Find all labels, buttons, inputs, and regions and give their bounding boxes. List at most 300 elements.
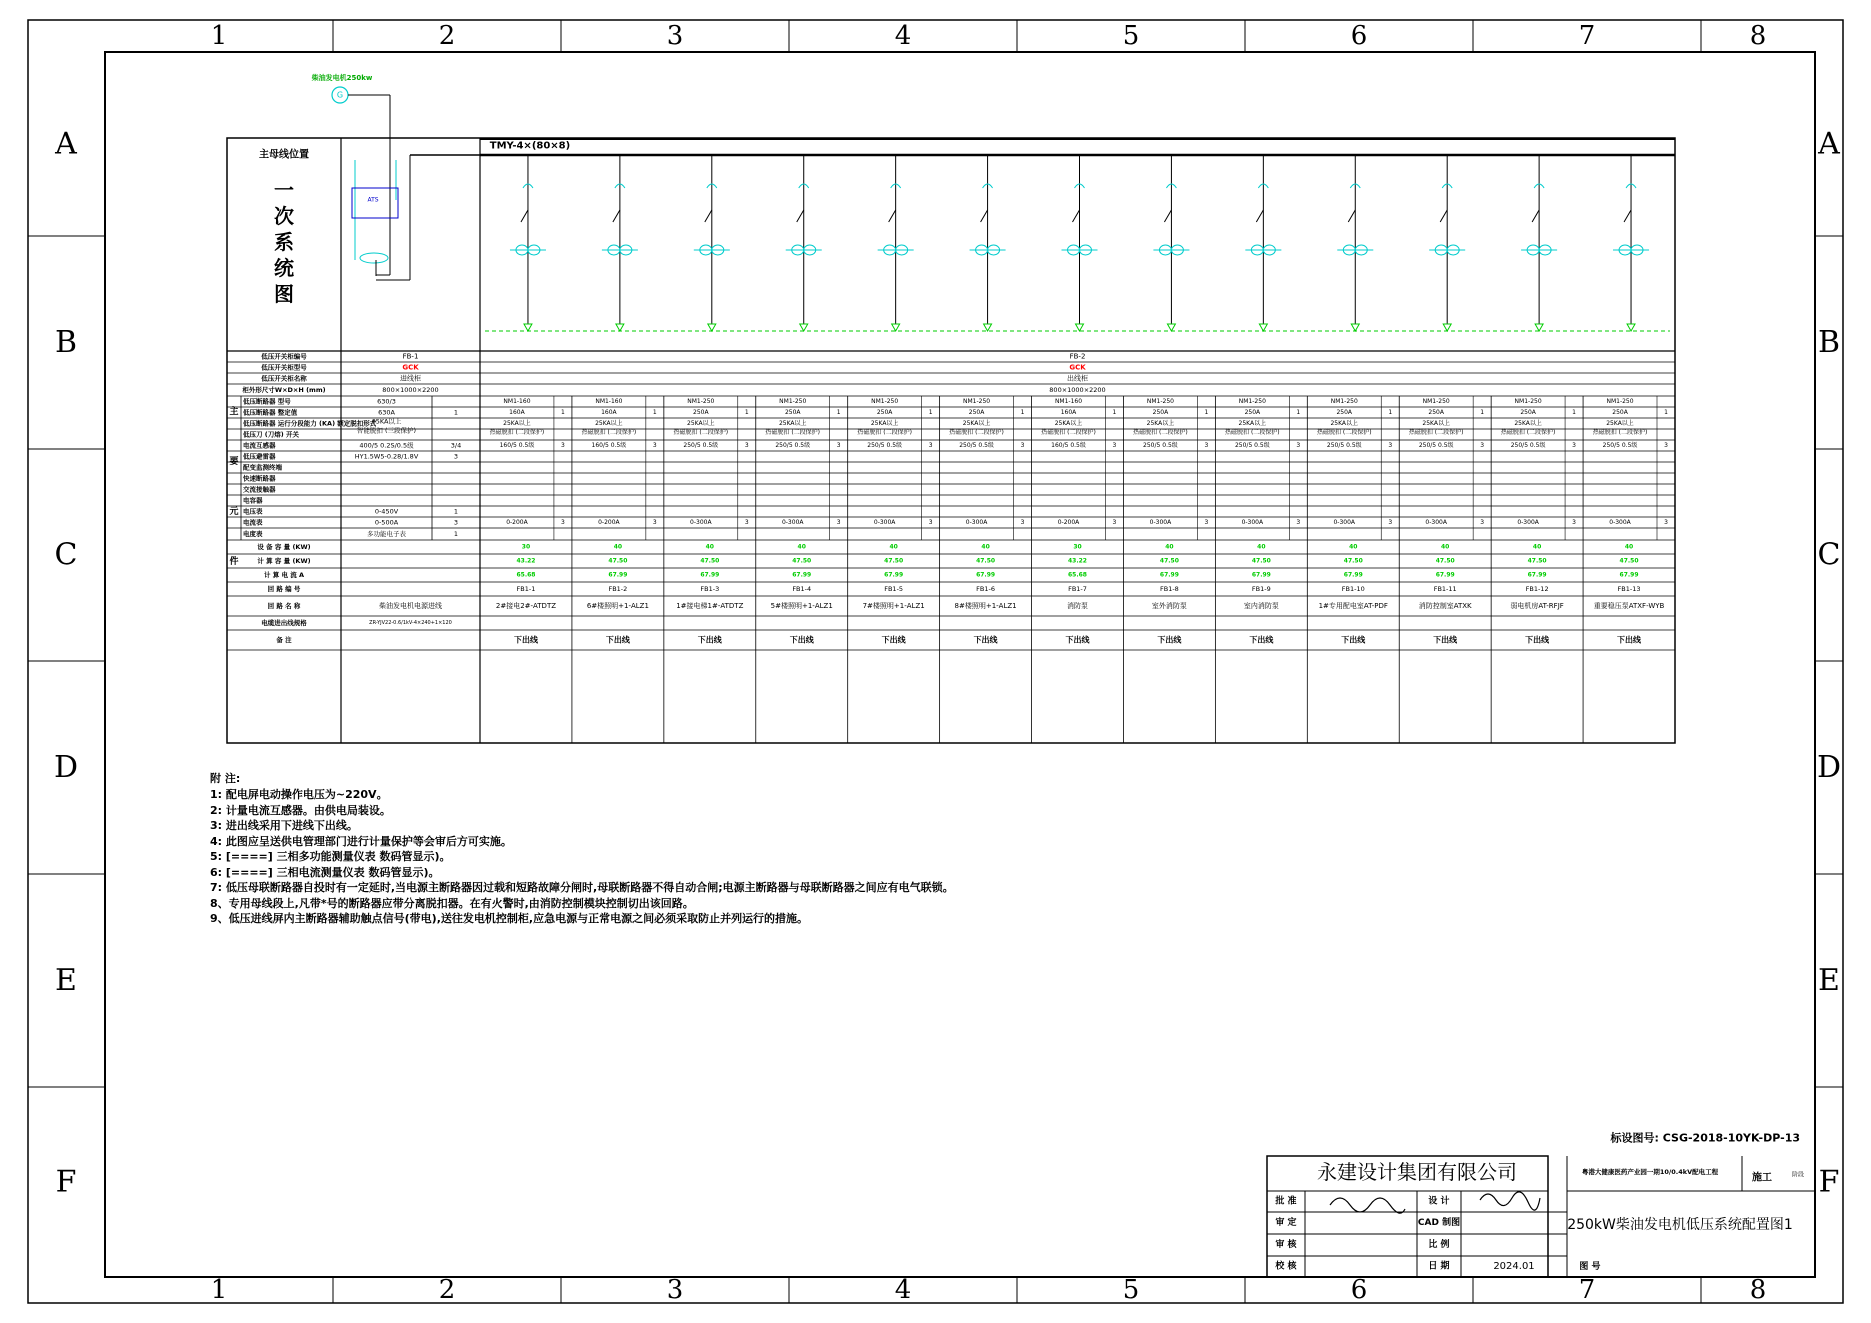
breaker-switch-icon	[981, 210, 988, 222]
feeder-arrow-icon	[708, 324, 716, 331]
row-label: 回 路 名 称	[267, 602, 301, 610]
feeder-setting: 250A	[1152, 409, 1169, 416]
system-table-border	[227, 138, 1675, 743]
feeder-trip: 热磁脱扣 (二段保护)	[1500, 429, 1556, 436]
feeder-note: 下出线	[1525, 635, 1550, 645]
feeder-qty: 1	[744, 409, 749, 416]
row-marker-right: D	[1816, 750, 1842, 785]
feeder-ammeter: 0-300A	[690, 519, 712, 526]
feeder-breaker-type: NM1-250	[963, 398, 991, 405]
feeder-note: 下出线	[605, 635, 630, 645]
fb1-setting: 630A	[378, 408, 395, 417]
breaker-switch-icon	[1073, 210, 1080, 222]
feeder-note: 下出线	[1157, 635, 1182, 645]
feeder-name: 消防泵	[1067, 602, 1088, 610]
feeder-breaker-type: NM1-250	[1422, 398, 1450, 405]
column-marker-top: 2	[438, 21, 456, 51]
feeder-breaking: 25KA以上	[1146, 420, 1175, 427]
standard-drawing-number: 标设图号: CSG-2018-10YK-DP-13	[1610, 1131, 1800, 1145]
feeder-breaking: 25KA以上	[1422, 420, 1450, 427]
feeder-note: 下出线	[1433, 635, 1458, 645]
ats-label: ATS	[367, 196, 379, 204]
feeder-equip-capacity: 40	[1441, 543, 1450, 551]
feeder-breaking: 25KA以上	[1238, 420, 1267, 427]
feeder-breaker-type: NM1-250	[687, 398, 715, 405]
column-marker-top: 5	[1122, 21, 1140, 51]
fb2-model: GCK	[1069, 363, 1086, 372]
feeder-qty: 3	[744, 519, 749, 526]
feeder-trip: 热磁脱扣 (二段保护)	[1225, 429, 1280, 436]
feeder-qty: 1	[1204, 409, 1209, 416]
feeder-qty: 1	[1664, 409, 1668, 416]
primary-diagram-label: 一	[274, 178, 294, 202]
feeder-trip: 热磁脱扣 (二段保护)	[765, 429, 821, 436]
feeder-breaking: 25KA以上	[1606, 420, 1634, 427]
feeder-calc-current: 67.99	[700, 571, 720, 579]
busbar-label: TMY-4×(80×8)	[489, 140, 571, 152]
column-marker-bottom: 7	[1578, 1275, 1596, 1305]
feeder-calc-capacity: 47.50	[1159, 557, 1179, 565]
feeder-number: FB1-6	[976, 585, 995, 593]
note-item: 4: 此图应呈送供电管理部门进行计量保护等会审后方可实施。	[210, 834, 512, 848]
column-marker-bottom: 6	[1350, 1275, 1368, 1305]
feeder-setting: 250A	[1428, 409, 1444, 416]
feeder-calc-current: 67.99	[1159, 571, 1179, 579]
feeder-qty: 3	[928, 442, 933, 449]
feeder-setting: 250A	[1612, 409, 1628, 416]
feeder-note: 下出线	[789, 635, 814, 645]
fb1-qty: 1	[453, 408, 459, 417]
breaker-switch-icon	[1532, 210, 1539, 222]
feeder-breaker-type: NM1-250	[1514, 398, 1542, 405]
row-label: 低压开关柜编号	[261, 352, 307, 361]
feeder-qty: 3	[1020, 442, 1025, 449]
column-marker-top: 1	[210, 21, 228, 51]
feeder-name: 重要稳压泵ATXF-WYB	[1593, 602, 1665, 610]
company-name: 永建设计集团有限公司	[1317, 1160, 1517, 1184]
feeder-qty: 3	[1572, 519, 1576, 526]
fb1-ct: 400/5 0.2S/0.5级	[359, 441, 414, 450]
generator-label: 柴油发电机250kw	[311, 74, 373, 82]
feeder-ammeter: 0-200A	[598, 519, 620, 526]
feeder-setting: 250A	[693, 409, 709, 416]
feeder-ct: 250/5 0.5级	[959, 442, 994, 449]
column-marker-bottom: 1	[210, 1275, 228, 1305]
breaker-switch-icon	[1164, 210, 1171, 222]
row-marker-right: A	[1818, 126, 1840, 162]
feeder-note: 下出线	[1249, 635, 1274, 645]
fb1-arrester: HY1.5W5-0.28/1.8V	[354, 452, 419, 461]
breaker-switch-icon	[1624, 210, 1631, 222]
column-marker-top: 8	[1749, 21, 1767, 51]
feeder-ammeter: 0-300A	[1241, 519, 1264, 526]
feeder-qty: 1	[561, 409, 565, 416]
main-components-label: 要	[229, 457, 239, 467]
column-marker-bottom: 3	[666, 1275, 684, 1305]
feeder-equip-capacity: 40	[1532, 543, 1542, 551]
breaker-switch-icon	[1440, 210, 1447, 222]
feeder-note: 下出线	[697, 635, 722, 645]
feeder-note: 下出线	[513, 635, 538, 645]
fb1-cable: ZR-YJV22-0.6/1kV-4×240+1×120	[369, 620, 452, 626]
note-item: 8、专用母线段上,凡带*号的断路器应带分离脱扣器。在有火警时,由消防控制模块控制切出该回路。	[210, 896, 694, 910]
feeder-name: 1#专用配电室AT-PDF	[1318, 602, 1388, 610]
feeder-ammeter: 0-200A	[1057, 519, 1080, 526]
main-components-label: 件	[229, 557, 239, 567]
feeder-breaking: 25KA以上	[1054, 420, 1083, 427]
feeder-ammeter: 0-300A	[1517, 519, 1539, 526]
main-components-label: 元	[229, 507, 239, 517]
feeder-breaker-type: NM1-250	[779, 398, 807, 405]
feeder-setting: 250A	[1244, 409, 1261, 416]
feeder-arrow-icon	[1535, 324, 1543, 331]
row-label: 低压开关柜名称	[261, 374, 307, 383]
note-item: 7: 低压母联断路器自投时有一定延时,当电源主断路器因过载和短路故障分闸时,母联断路器不得自动合闸;电源主断路器与母联断路器之间应有电气联锁。	[210, 881, 954, 894]
feeder-qty: 3	[1664, 519, 1668, 526]
feeder-ammeter: 0-300A	[781, 519, 804, 526]
row-marker-left: A	[55, 126, 77, 162]
feeder-calc-capacity: 47.50	[792, 557, 812, 565]
fb1-size: 800×1000×2200	[382, 386, 439, 394]
fb1-voltmeter: 0-450V	[374, 507, 399, 516]
feeder-qty: 3	[1204, 519, 1209, 526]
note-item: 6: [====] 三相电流测量仪表 数码管显示)。	[210, 865, 440, 879]
feeder-ct: 160/5 0.5级	[499, 442, 535, 449]
role-label: 日 期	[1428, 1261, 1450, 1272]
feeder-setting: 160A	[601, 409, 617, 416]
feeder-trip: 热磁脱扣 (二段保护)	[673, 429, 729, 436]
feeder-qty: 1	[1020, 409, 1025, 416]
feeder-calc-capacity: 47.50	[1343, 557, 1363, 565]
feeder-arrow-icon	[1627, 324, 1635, 331]
feeder-calc-current: 67.99	[1619, 571, 1639, 579]
note-item: 3: 进出线采用下进线下出线。	[210, 819, 358, 832]
feeder-setting: 250A	[1336, 409, 1353, 416]
column-marker-bottom: 2	[438, 1275, 456, 1305]
column-marker-bottom: 4	[894, 1275, 912, 1305]
feeder-qty: 3	[652, 442, 657, 449]
feeder-breaking: 25KA以上	[870, 420, 899, 427]
fb1-circuit-name: 柴油发电机电源进线	[379, 602, 442, 610]
feeder-arrow-icon	[1259, 324, 1267, 331]
feeder-qty: 3	[1296, 519, 1301, 526]
row-label: 低压开关柜型号	[261, 363, 307, 372]
row-label: 电容器	[243, 496, 263, 505]
row-label: 配变监测终端	[243, 463, 282, 472]
feeder-qty: 3	[1204, 442, 1209, 449]
feeder-number: FB1-2	[608, 585, 628, 593]
fb1-ct-qty: 3/4	[450, 441, 462, 450]
feeder-equip-capacity: 40	[705, 543, 714, 551]
role-label: 校 核	[1275, 1261, 1297, 1272]
feeder-qty: 1	[1572, 409, 1576, 416]
feeder-setting: 250A	[784, 409, 801, 416]
role-label: 批 准	[1275, 1196, 1297, 1207]
row-marker-right: F	[1818, 1164, 1840, 1200]
feeder-trip: 热磁脱扣 (二段保护)	[857, 429, 912, 436]
main-bus-position-label: 主母线位置	[259, 149, 309, 161]
feeder-number: FB1-1	[516, 585, 536, 593]
fb1-arrester-qty: 3	[453, 452, 459, 461]
feeder-calc-current: 67.99	[976, 571, 996, 579]
feeder-setting: 160A	[1060, 409, 1077, 416]
feeder-calc-capacity: 47.50	[608, 557, 628, 565]
feeder-calc-current: 65.68	[1068, 571, 1087, 579]
feeder-breaker-type: NM1-250	[1330, 398, 1358, 405]
feeder-equip-capacity: 30	[1073, 543, 1082, 551]
feeder-breaking: 25KA以上	[687, 420, 715, 427]
role-label: 比 例	[1428, 1240, 1450, 1250]
project-name: 粤港大健康医药产业园一期10/0.4kV配电工程	[1581, 1168, 1719, 1176]
feeder-name: 室内消防泵	[1243, 602, 1279, 610]
feeder-name: 8#楼照明+1-ALZ1	[954, 602, 1017, 610]
feeder-breaker-type: NM1-250	[1146, 398, 1174, 405]
feeder-calc-current: 67.99	[1251, 571, 1271, 579]
role-label: 审 核	[1275, 1240, 1297, 1250]
feeder-qty: 3	[1572, 442, 1576, 449]
feeder-trip: 热磁脱扣 (二段保护)	[949, 429, 1004, 436]
row-label: 低压刀 (刀熔) 开关	[243, 430, 299, 439]
feeder-setting: 160A	[509, 409, 525, 416]
row-label: 低压避雷器	[243, 452, 276, 461]
feeder-breaker-type: NM1-160	[503, 398, 531, 405]
role-label: CAD 制图	[1417, 1218, 1461, 1228]
row-label: 计 算 容 量 (KW)	[257, 557, 311, 565]
feeder-equip-capacity: 40	[1165, 543, 1174, 551]
fb1-number: FB-1	[402, 352, 419, 361]
feeder-equip-capacity: 40	[797, 543, 806, 551]
feeder-number: FB1-10	[1341, 585, 1365, 593]
feeder-number: FB1-11	[1433, 585, 1457, 593]
feeder-number: FB1-8	[1160, 585, 1179, 593]
feeder-ammeter: 0-300A	[1149, 519, 1172, 526]
feeder-qty: 3	[1388, 442, 1393, 449]
feeder-ammeter: 0-300A	[1425, 519, 1447, 526]
feeder-equip-capacity: 40	[613, 543, 623, 551]
note-item: 5: [====] 三相多功能测量仪表 数码管显示)。	[210, 850, 451, 863]
feeder-breaker-type: NM1-160	[595, 398, 623, 405]
feeder-number: FB1-9	[1251, 585, 1271, 593]
primary-diagram-label: 统	[274, 256, 294, 280]
column-marker-top: 7	[1578, 21, 1596, 51]
signature-1	[1330, 1198, 1405, 1213]
fb1-ammeter: 0-500A	[374, 518, 399, 527]
inner-border	[105, 52, 1815, 1277]
breaker-switch-icon	[1348, 210, 1355, 222]
feeder-equip-capacity: 40	[889, 543, 898, 551]
fb2-number: FB-2	[1069, 352, 1086, 361]
feeder-breaking: 25KA以上	[595, 420, 623, 427]
feeder-trip: 热磁脱扣 (二段保护)	[581, 429, 637, 436]
feeder-calc-capacity: 43.22	[1068, 557, 1087, 565]
drawing-number-label: 图 号	[1579, 1262, 1601, 1272]
column-marker-bottom: 5	[1122, 1275, 1140, 1305]
fb1-qty: 1	[453, 530, 459, 538]
row-marker-left: E	[55, 963, 77, 998]
feeder-ct: 250/5 0.5级	[1418, 442, 1454, 449]
feeder-ct: 250/5 0.5级	[775, 442, 811, 449]
row-label: 回 路 编 号	[267, 585, 301, 593]
feeder-equip-capacity: 40	[981, 543, 990, 551]
feeder-name: 2#接电2#-ATDTZ	[495, 602, 557, 610]
note-item: 2: 计量电流互感器。由供电局装设。	[210, 803, 391, 817]
feeder-calc-current: 67.99	[1343, 571, 1363, 579]
feeder-name: 1#接电梯1#-ATDTZ	[676, 602, 744, 610]
feeder-calc-current: 67.99	[792, 571, 812, 579]
feeder-ct: 250/5 0.5级	[1510, 442, 1546, 449]
feeder-calc-capacity: 47.50	[1527, 557, 1547, 565]
feeder-ct: 250/5 0.5级	[867, 442, 903, 449]
feeder-ct: 160/5 0.5级	[1051, 442, 1086, 449]
row-label: 电流互感器	[243, 441, 276, 450]
feeder-ammeter: 0-200A	[506, 519, 528, 526]
row-label: 低压断路器 型号	[243, 397, 291, 406]
feeder-number: FB1-7	[1068, 585, 1087, 593]
stage-note: 阶段	[1791, 1171, 1805, 1179]
feeder-calc-current: 67.99	[1435, 571, 1455, 579]
feeder-qty: 3	[836, 519, 841, 526]
feeder-arrow-icon	[1443, 324, 1451, 331]
feeder-qty: 3	[561, 519, 565, 526]
feeder-qty: 1	[928, 409, 933, 416]
feeder-calc-current: 67.99	[608, 571, 628, 579]
feeder-calc-capacity: 47.50	[1435, 557, 1455, 565]
column-marker-top: 6	[1350, 21, 1368, 51]
feeder-calc-capacity: 47.50	[1251, 557, 1271, 565]
feeder-qty: 3	[561, 442, 565, 449]
row-label: 低压断路器 整定值	[243, 408, 298, 417]
feeder-name: 6#楼照明+1-ALZ1	[586, 602, 649, 610]
ct-icon	[360, 253, 388, 263]
feeder-arrow-icon	[1351, 324, 1359, 331]
row-marker-left: F	[55, 1164, 77, 1200]
breaker-switch-icon	[705, 210, 712, 222]
breaker-switch-icon	[889, 210, 896, 222]
feeder-qty: 3	[1480, 442, 1485, 449]
feeder-qty: 1	[836, 409, 841, 416]
feeder-qty: 3	[1296, 442, 1301, 449]
feeder-equip-capacity: 30	[521, 543, 531, 551]
feeder-breaking: 25KA以上	[962, 420, 991, 427]
fb1-qty: 1	[453, 507, 459, 516]
feeder-name: 5#楼照明+1-ALZ1	[770, 602, 833, 610]
feeder-qty: 1	[652, 409, 657, 416]
feeder-ct: 250/5 0.5级	[1234, 442, 1270, 449]
row-marker-right: B	[1817, 325, 1841, 360]
feeder-arrow-icon	[984, 324, 992, 331]
feeder-breaker-type: NM1-250	[1238, 398, 1266, 405]
feeder-arrow-icon	[616, 324, 624, 331]
feeder-note: 下出线	[1341, 635, 1366, 645]
feeder-number: FB1-3	[700, 585, 720, 593]
feeder-breaking: 25KA以上	[1514, 420, 1542, 427]
feeder-qty: 3	[1112, 442, 1117, 449]
column-marker-top: 3	[666, 21, 684, 51]
feeder-equip-capacity: 40	[1349, 543, 1358, 551]
feeder-qty: 3	[1112, 519, 1117, 526]
feeder-trip: 热磁脱扣 (二段保护)	[1592, 429, 1648, 436]
feeder-ct: 250/5 0.5级	[1602, 442, 1638, 449]
fb1-breaking: 65KA以上	[371, 417, 402, 426]
feeder-qty: 3	[836, 442, 841, 449]
row-marker-left: D	[53, 750, 79, 785]
outer-border	[28, 20, 1843, 1303]
feeder-calc-capacity: 47.50	[884, 557, 904, 565]
feeder-qty: 3	[652, 519, 657, 526]
breaker-switch-icon	[797, 210, 804, 222]
feeder-note: 下出线	[881, 635, 906, 645]
feeder-equip-capacity: 40	[1257, 543, 1266, 551]
feeder-qty: 3	[744, 442, 749, 449]
fb1-name: 进线柜	[400, 374, 421, 383]
feeder-qty: 3	[928, 519, 933, 526]
feeder-trip: 热磁脱扣 (二段保护)	[1133, 429, 1188, 436]
feeder-trip: 热磁脱扣 (二段保护)	[1408, 429, 1464, 436]
feeder-qty: 1	[1388, 409, 1393, 416]
feeder-setting: 250A	[968, 409, 985, 416]
feeder-arrow-icon	[524, 324, 532, 331]
feeder-calc-capacity: 47.50	[1619, 557, 1639, 565]
feeder-setting: 250A	[1520, 409, 1536, 416]
notes-title: 附 注:	[210, 772, 241, 785]
breaker-switch-icon	[613, 210, 620, 222]
note-item: 1: 配电屏电动操作电压为~220V。	[210, 788, 388, 801]
breaker-switch-icon	[521, 210, 528, 222]
feeder-calc-current: 67.99	[884, 571, 904, 579]
fb1-qty: 3	[453, 518, 459, 527]
signature-2	[1480, 1192, 1540, 1210]
feeder-ammeter: 0-300A	[873, 519, 896, 526]
feeder-number: FB1-5	[884, 585, 904, 593]
breaker-switch-icon	[1256, 210, 1263, 222]
feeder-note: 下出线	[1617, 635, 1642, 645]
feeder-name: 室外消防泵	[1151, 602, 1187, 610]
row-marker-right: C	[1817, 537, 1841, 573]
role-label: 审 定	[1275, 1218, 1297, 1228]
feeder-trip: 热磁脱扣 (二段保护)	[489, 429, 545, 436]
feeder-name: 消防控制室ATXK	[1418, 602, 1472, 610]
feeder-ct: 160/5 0.5级	[591, 442, 627, 449]
row-label: 设 备 容 量 (KW)	[257, 543, 311, 551]
feeder-arrow-icon	[1076, 324, 1084, 331]
feeder-number: FB1-12	[1525, 585, 1549, 593]
fb1-breaker-type: 630/3	[377, 397, 396, 406]
feeder-note: 下出线	[973, 635, 998, 645]
feeder-calc-capacity: 47.50	[700, 557, 720, 565]
row-label: 快速断路器	[243, 474, 276, 483]
primary-diagram-label: 图	[274, 282, 294, 306]
feeder-ammeter: 0-300A	[965, 519, 988, 526]
primary-diagram-label: 系	[274, 230, 294, 254]
feeder-qty: 3	[1388, 519, 1393, 526]
feeder-equip-capacity: 40	[1624, 543, 1634, 551]
note-item: 9、低压进线屏内主断路器辅助触点信号(带电),送往发电机控制柜,应急电源与正常电源之间必须采取防止并列运行的措施。	[210, 912, 809, 925]
feeder-arrow-icon	[800, 324, 808, 331]
row-label: 备 注	[276, 636, 292, 644]
generator-symbol: G	[336, 90, 344, 100]
feeder-breaker-type: NM1-160	[1054, 398, 1083, 405]
row-label: 电缆进出线规格	[261, 619, 307, 627]
feeder-trip: 热磁脱扣 (二段保护)	[1316, 429, 1372, 436]
stage-label: 施工	[1752, 1172, 1772, 1184]
feeder-calc-capacity: 43.22	[516, 557, 536, 565]
feeder-setting: 250A	[876, 409, 893, 416]
column-marker-bottom: 8	[1749, 1275, 1767, 1305]
feeder-breaker-type: NM1-250	[871, 398, 899, 405]
feeder-qty: 1	[1112, 409, 1117, 416]
primary-diagram-label: 次	[274, 204, 294, 228]
row-label: 柜外形尺寸W×D×H (mm)	[242, 386, 326, 394]
